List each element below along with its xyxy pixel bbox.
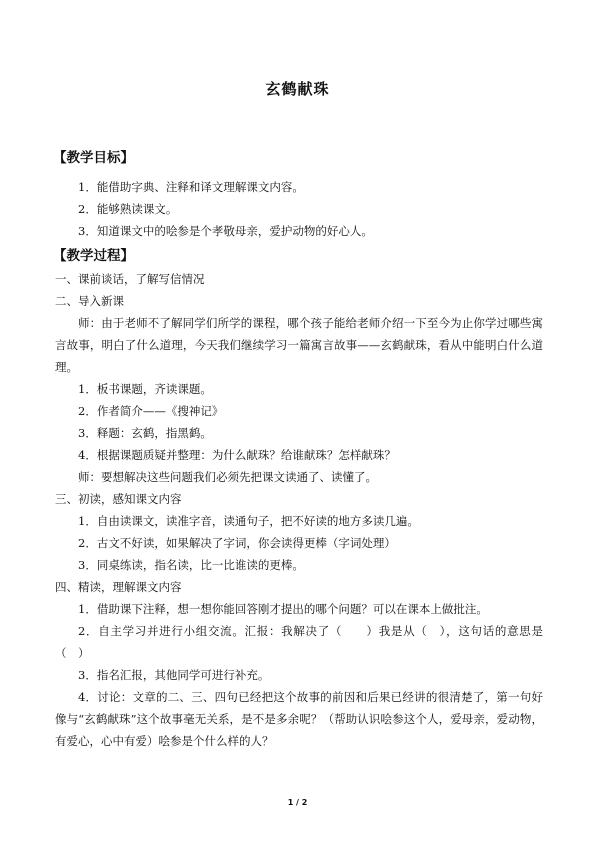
process-item: 2．古文不好读，如果解决了字词，你会读得更棒（字词处理） [78, 536, 396, 550]
process-item: 4．讨论：文章的二、三、四句已经把这个故事的前因和后果已经讲的很清楚了，第一句好像与“玄鹤献珠”这个故事毫无关系，是不是多余呢？（帮助认识哙参这个人，爱母亲，爱动物，有爱心，心中有爱）哙参是个什么样的人？ [55, 690, 543, 748]
process-list [55, 268, 543, 752]
process-step-heading: 一、课前谈话，了解写信情况 [55, 272, 205, 286]
goals-list [55, 176, 543, 242]
process-step-heading: 二、导入新课 [55, 294, 124, 308]
process-item: 1．自由读课文，读准字音，读通句子，把不好读的地方多读几遍。 [78, 514, 419, 528]
document-title: 玄鹤献珠 [265, 80, 330, 98]
process-step-heading: 四、精读，理解课文内容 [55, 580, 182, 594]
process-item: 2．自主学习并进行小组交流。汇报：我解决了（ ）我是从（ ），这句话的意思是（ ） [55, 624, 543, 660]
process-item: 2．作者简介——《搜神记》 [78, 404, 224, 418]
teacher-paragraph: 师：由于老师不了解同学们所学的课程，哪个孩子能给老师介绍一下至今为止你学过哪些寓言故事，明白了什么道理，今天我们继续学习一篇寓言故事——玄鹤献珠，看从中能明白什么道理。 [55, 316, 543, 374]
teacher-remark: 师：要想解决这些问题我们必须先把课文读通了、读懂了。 [78, 470, 377, 484]
process-item: 3．指名汇报，其他同学可进行补充。 [78, 668, 270, 682]
process-item: 3．同桌练读，指名读，比一比谁读的更棒。 [78, 558, 304, 572]
process-item: 1．板书课题，齐读课题。 [78, 382, 212, 396]
process-item: 4．根据课题质疑并整理：为什么献珠？给谁献珠？怎样献珠？ [78, 448, 396, 462]
section-heading-process: 【教学过程】 [53, 248, 134, 264]
page-number: 1 / 2 [287, 798, 308, 807]
goal-item: 2．能够熟读课文。 [78, 202, 178, 216]
process-item: 3．释题：玄鹤，指黑鹤。 [78, 426, 212, 440]
document-body [55, 146, 543, 752]
process-item: 1．借助课下注释，想一想你能回答刚才提出的哪个问题？可以在课本上做批注。 [78, 602, 488, 616]
section-heading-goals: 【教学目标】 [53, 150, 134, 166]
goal-item: 1．能借助字典、注释和译文理解课文内容。 [78, 180, 304, 194]
goal-item: 3．知道课文中的哙参是个孝敬母亲，爱护动物的好心人。 [78, 224, 373, 238]
process-step-heading: 三、初读，感知课文内容 [55, 492, 182, 506]
